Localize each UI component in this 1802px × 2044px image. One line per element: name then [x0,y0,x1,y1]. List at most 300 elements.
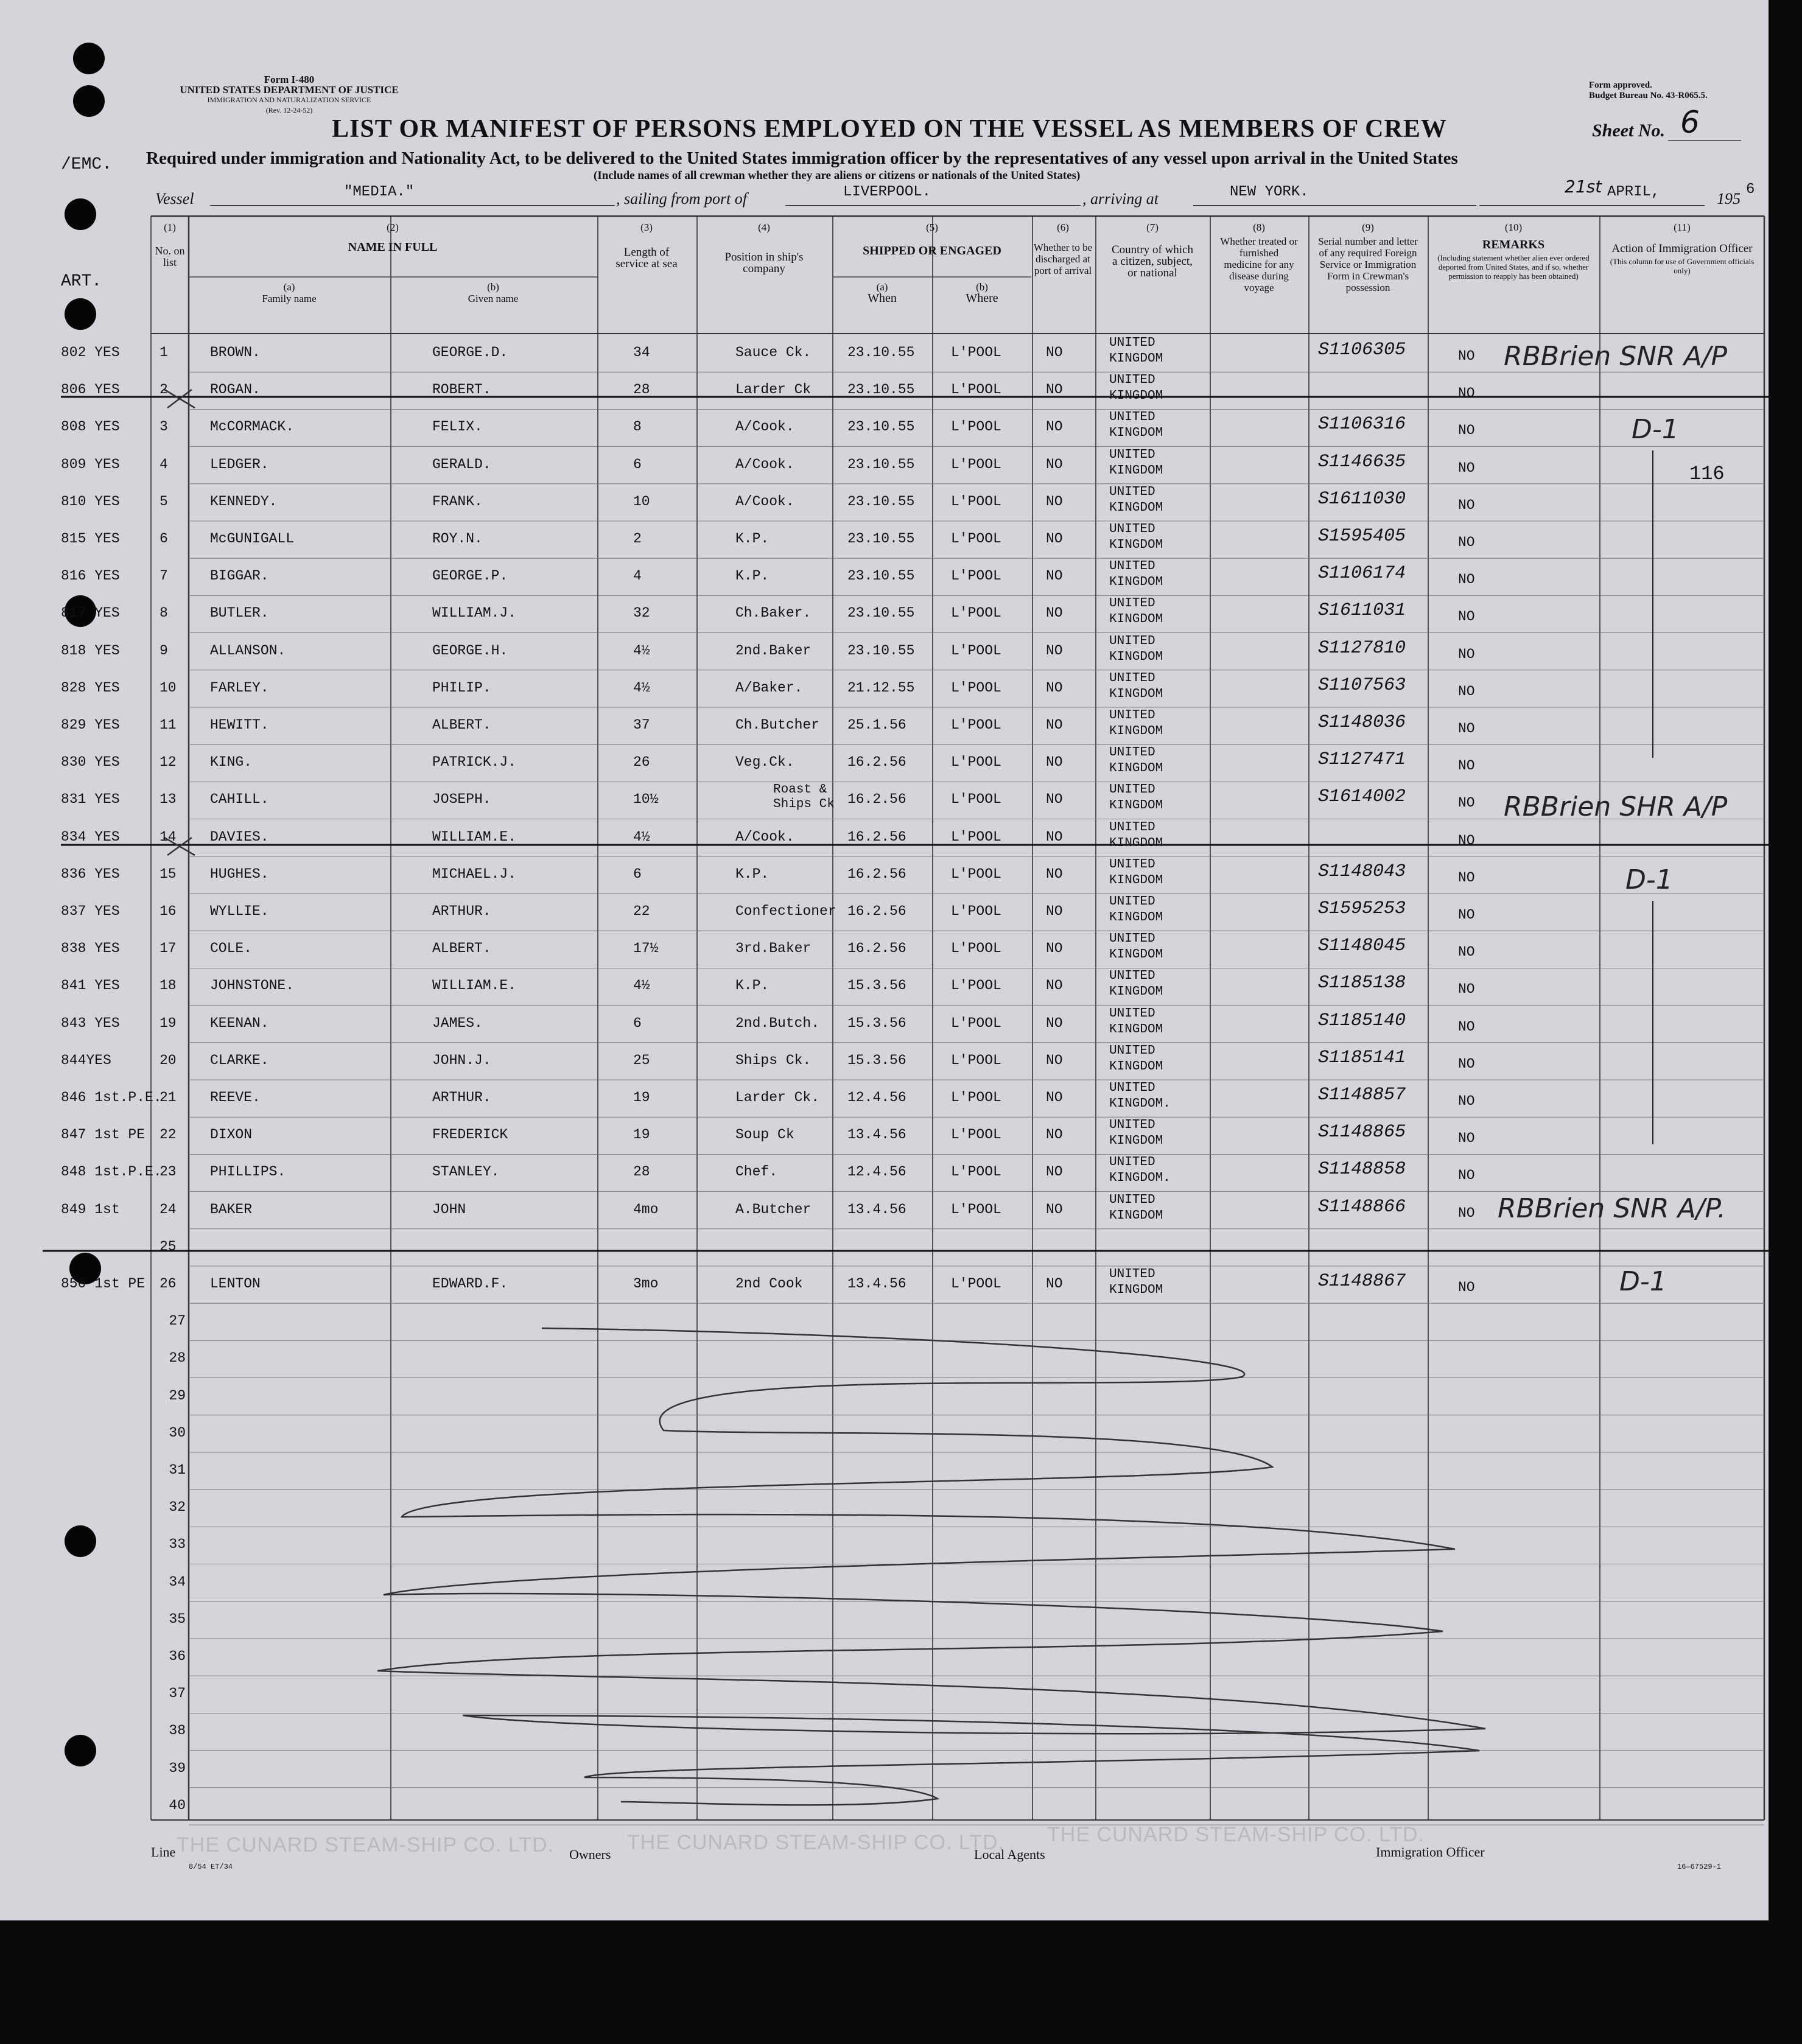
discharged: NO [1046,717,1063,733]
country-line1: UNITED [1109,597,1155,611]
shipped-when: 16.2.56 [847,940,906,957]
given-name: WILLIAM.E. [432,828,517,845]
discharged: NO [1046,456,1063,472]
country-line2: KINGDOM [1109,649,1163,664]
row-number: 3 [160,419,168,435]
remarks: NO [1458,497,1475,513]
remarks: NO [1458,1093,1475,1109]
form-number: Form I-480 [264,74,315,85]
family-name: HUGHES. [210,866,269,882]
sailing-label: , sailing from port of [616,190,748,208]
serial-number: S1107563 [1318,674,1406,696]
family-name: PHILLIPS. [210,1164,286,1180]
country-line2: KINGDOM [1109,836,1163,850]
given-name: WILLIAM.J. [432,605,517,621]
shipped-where: L'POOL [951,531,1001,547]
shipped-when: 23.10.55 [847,605,915,621]
shipped-when: 21.12.55 [847,679,915,696]
row-number: 16 [160,903,177,919]
shipped-where: L'POOL [951,345,1001,360]
length-of-service: 3mo [633,1276,659,1292]
footer-agents-label: Local Agents [974,1847,1045,1862]
position: Ch.Baker. [735,605,812,621]
footer-officer-label: Immigration Officer [1376,1844,1485,1860]
length-of-service: 28 [633,382,650,398]
position: Soup Ck [735,1127,794,1143]
row-number: 39 [169,1760,186,1776]
art-number: 817 YES [61,605,120,621]
country-line1: UNITED [1109,522,1155,536]
serial-number: S1148866 [1318,1196,1406,1217]
length-of-service: 32 [633,605,650,621]
art-number: 828 YES [61,679,120,696]
family-name: ALLANSON. [210,642,286,659]
sailing-port: LIVERPOOL. [843,184,931,200]
country-line1: UNITED [1109,857,1155,872]
position: Sauce Ck. [735,345,812,360]
row-number: 40 [169,1797,186,1813]
serial-number: S1185141 [1318,1047,1406,1068]
country-line1: UNITED [1109,634,1155,648]
remarks: NO [1458,572,1475,588]
given-name: MICHAEL.J. [432,866,517,882]
officer-disposition: D-1 [1619,1266,1667,1297]
row-number: 38 [169,1723,186,1739]
discharged: NO [1046,1090,1063,1105]
country-line2: KINGDOM [1109,352,1163,366]
country-line2: KINGDOM [1109,1134,1163,1149]
position: Veg.Ck. [735,754,794,771]
country-line1: UNITED [1109,336,1155,350]
header-col11: (11) Action of Immigration Officer (This column for use of Government officials only) [1610,222,1755,275]
shipped-when: 13.4.56 [847,1201,906,1217]
art-number: 816 YES [61,568,120,584]
discharged: NO [1046,1127,1063,1143]
remarks: NO [1458,1055,1475,1072]
discharged: NO [1046,531,1063,547]
discharged: NO [1046,1201,1063,1217]
remarks: NO [1458,907,1475,923]
arrival-year-suffix: 6 [1746,181,1755,198]
discharged: NO [1046,345,1063,360]
discharged: NO [1046,866,1063,882]
header-col5b: (b) Where [966,281,998,305]
arriving-label: , arriving at [1082,190,1159,208]
serial-number: S1146635 [1318,451,1406,472]
row-number: 4 [160,456,168,472]
length-of-service: 37 [633,717,650,733]
length-of-service: 34 [633,345,650,360]
given-name: FRANK. [432,493,483,509]
country-line2: KINGDOM [1109,724,1163,738]
country-line2: KINGDOM [1109,687,1163,701]
row-number: 25 [160,1238,177,1255]
shipped-when: 23.10.55 [847,568,915,584]
given-name: JOSEPH. [432,791,491,808]
length-of-service: 6 [633,456,642,472]
serial-number: S1106316 [1318,414,1406,435]
header-col10: (10) REMARKS (Including statement whether alien ever ordered deported from United States, and if so, whether permission to reapply has been obtained) [1437,222,1590,281]
discharged: NO [1046,568,1063,584]
page-title: LIST OR MANIFEST OF PERSONS EMPLOYED ON THE VESSEL AS MEMBERS OF CREW [332,115,1447,143]
shipped-when: 23.10.55 [847,493,915,509]
length-of-service: 4mo [633,1201,659,1217]
art-number: 831 YES [61,791,120,808]
art-number: 847 1st PE [61,1127,145,1143]
given-name: GEORGE.D. [432,345,508,360]
length-of-service: 22 [633,903,650,919]
family-name: REEVE. [210,1090,261,1105]
remarks: NO [1458,1018,1475,1035]
country-line1: UNITED [1109,1155,1155,1170]
serial-number: S1148867 [1318,1271,1406,1292]
country-line2: KINGDOM [1109,1022,1163,1037]
header-col6: (6) Whether to be discharged at port of arrival [1033,222,1093,276]
art-number: 837 YES [61,903,120,919]
discharged: NO [1046,978,1063,994]
given-name: ALBERT. [432,717,491,733]
length-of-service: 4½ [633,978,650,994]
serial-number: S1148043 [1318,861,1406,882]
shipped-where: L'POOL [951,642,1001,659]
country-line1: UNITED [1109,1267,1155,1281]
family-name: BAKER [210,1201,253,1217]
length-of-service: 10½ [633,791,659,808]
shipped-where: L'POOL [951,754,1001,771]
given-name: ARTHUR. [432,1090,491,1105]
serial-number: S1127810 [1318,637,1406,659]
header-col5a: (a) When [868,281,897,305]
shipped-where: L'POOL [951,1164,1001,1180]
shipped-where: L'POOL [951,940,1001,957]
position: 2nd.Butch. [735,1015,820,1031]
length-of-service: 4½ [633,642,650,659]
given-name: EDWARD.F. [432,1276,508,1292]
service-name: IMMIGRATION AND NATURALIZATION SERVICE [207,96,371,104]
position: Confectioner [735,903,836,919]
shipped-where: L'POOL [951,456,1001,472]
length-of-service: 4½ [633,679,650,696]
arrival-year: 195 [1717,190,1741,208]
country-line2: KINGDOM [1109,500,1163,515]
shipped-where: L'POOL [951,1276,1001,1292]
shipped-when: 25.1.56 [847,717,906,733]
family-name: WYLLIE. [210,903,269,919]
shipped-when: 16.2.56 [847,903,906,919]
country-line2: KINGDOM [1109,761,1163,776]
officer-disposition: D-1 [1625,864,1673,895]
family-name: DAVIES. [210,828,269,845]
shipped-when: 16.2.56 [847,791,906,808]
discharged: NO [1046,605,1063,621]
country-line2: KINGDOM [1109,426,1163,441]
country-line2: KINGDOM. [1109,1171,1171,1186]
subtitle: Required under immigration and Nationality Act, to be delivered to the United States immigration officer by the representatives of any vessel upon arrival in the United States [146,149,1458,168]
row-number: 24 [160,1201,177,1217]
given-name: JAMES. [432,1015,483,1031]
shipped-where: L'POOL [951,605,1001,621]
art-number: 829 YES [61,717,120,733]
officer-signature: RBBrien SHR A/P [1504,791,1728,822]
length-of-service: 8 [633,419,642,435]
family-name: McCORMACK. [210,419,295,435]
row-number: 36 [169,1648,186,1664]
row-number: 11 [160,717,177,733]
family-name: COLE. [210,940,253,957]
vessel-label: Vessel [155,190,194,208]
row-number: 33 [169,1536,186,1553]
art-number: 841 YES [61,978,120,994]
shipped-where: L'POOL [951,679,1001,696]
country-line2: KINGDOM [1109,948,1163,962]
row-number: 31 [169,1462,186,1478]
shipped-when: 16.2.56 [847,866,906,882]
length-of-service: 19 [633,1090,650,1105]
art-number: 809 YES [61,456,120,472]
length-of-service: 17½ [633,940,659,957]
position: K.P. [735,978,770,994]
remarks: NO [1458,385,1475,402]
serial-number: S1106174 [1318,563,1406,584]
shipped-when: 13.4.56 [847,1276,906,1292]
remarks: NO [1458,795,1475,811]
serial-number: S1148857 [1318,1085,1406,1105]
shipped-when: 23.10.55 [847,345,915,360]
length-of-service: 4½ [633,828,650,845]
country-line1: UNITED [1109,783,1155,797]
row-number: 30 [169,1424,186,1441]
family-name: HEWITT. [210,717,269,733]
country-line2: KINGDOM [1109,985,1163,999]
position: Roast & Ships Ck [773,783,835,812]
art-number: 810 YES [61,493,120,509]
position: 3rd.Baker [735,940,812,957]
shipped-where: L'POOL [951,382,1001,398]
owners-stamp: THE CUNARD STEAM-SHIP CO. LTD. [627,1831,1005,1854]
country-line2: KINGDOM [1109,463,1163,478]
given-name: GEORGE.P. [432,568,508,584]
shipped-when: 16.2.56 [847,828,906,845]
family-name: ROGAN. [210,382,261,398]
serial-number: S1185138 [1318,973,1406,994]
serial-number: S1148865 [1318,1122,1406,1143]
header-col2a: (a) Family name [262,281,317,304]
country-line1: UNITED [1109,932,1155,947]
discharged: NO [1046,493,1063,509]
country-line1: UNITED [1109,1043,1155,1058]
shipped-where: L'POOL [951,1052,1001,1068]
remarks: NO [1458,1205,1475,1221]
art-number: 843 YES [61,1015,120,1031]
position: A/Baker. [735,679,803,696]
remarks: NO [1458,981,1475,998]
length-of-service: 26 [633,754,650,771]
shipped-when: 23.10.55 [847,531,915,547]
shipped-where: L'POOL [951,1090,1001,1105]
serial-number: S1127471 [1318,749,1406,771]
position: Larder Ck. [735,1090,820,1105]
country-line2: KINGDOM [1109,389,1163,404]
shipped-when: 15.3.56 [847,1052,906,1068]
shipped-where: L'POOL [951,1015,1001,1031]
country-line1: UNITED [1109,895,1155,909]
country-line1: UNITED [1109,559,1155,574]
row-number: 7 [160,568,168,584]
given-name: PHILIP. [432,679,491,696]
remarks: NO [1458,422,1475,439]
country-line2: KINGDOM [1109,1283,1163,1297]
position: A/Cook. [735,419,794,435]
row-number: 1 [160,345,168,360]
position: K.P. [735,866,770,882]
shipped-when: 16.2.56 [847,754,906,771]
discharged: NO [1046,642,1063,659]
family-name: KENNEDY. [210,493,278,509]
family-name: BIGGAR. [210,568,269,584]
footer-line-label: Line [151,1844,176,1860]
row-number: 10 [160,679,177,696]
officer-signature: RBBrien SNR A/P [1504,341,1728,372]
position: K.P. [735,568,770,584]
art-number: 844YES [61,1052,111,1068]
country-line1: UNITED [1109,1006,1155,1021]
row-number: 37 [169,1685,186,1702]
header-col3: (3) Length of service at sea [615,222,678,270]
length-of-service: 2 [633,531,642,547]
given-name: PATRICK.J. [432,754,517,771]
discharged: NO [1046,940,1063,957]
length-of-service: 6 [633,1015,642,1031]
position: A/Cook. [735,828,794,845]
given-name: FREDERICK [432,1127,508,1143]
position: A/Cook. [735,456,794,472]
remarks: NO [1458,609,1475,625]
shipped-when: 23.10.55 [847,456,915,472]
discharged: NO [1046,1015,1063,1031]
art-number: 850 1st PE [61,1276,145,1292]
shipped-where: L'POOL [951,568,1001,584]
family-name: BROWN. [210,345,261,360]
row-number: 26 [160,1276,177,1292]
shipped-when: 12.4.56 [847,1164,906,1180]
row-number: 34 [169,1573,186,1590]
family-name: McGUNIGALL [210,531,295,547]
discharged: NO [1046,828,1063,845]
shipped-when: 23.10.55 [847,419,915,435]
remarks: NO [1458,460,1475,476]
row-number: 9 [160,642,168,659]
country-line1: UNITED [1109,485,1155,499]
shipped-where: L'POOL [951,717,1001,733]
row-number: 21 [160,1090,177,1105]
country-line2: KINGDOM [1109,799,1163,813]
given-name: ALBERT. [432,940,491,957]
shipped-where: L'POOL [951,791,1001,808]
serial-number: S1148045 [1318,936,1406,957]
header-col2b: (b) Given name [468,281,519,304]
family-name: LEDGER. [210,456,269,472]
header-col8: (8) Whether treated or furnished medicine for any disease during voyage [1220,222,1298,293]
remarks: NO [1458,944,1475,961]
country-line1: UNITED [1109,373,1155,388]
header-col2: (2) NAME IN FULL [348,222,438,254]
art-number: 818 YES [61,642,120,659]
family-name: BUTLER. [210,605,269,621]
arrival-month: APRIL, [1607,184,1660,200]
position: Ships Ck. [735,1052,812,1068]
country-line1: UNITED [1109,410,1155,425]
include-note: (Include names of all crewman whether they are aliens or citizens or nationals of the United States) [594,169,1081,182]
given-name: FELIX. [432,419,483,435]
sheet-number: 6 [1680,105,1700,140]
given-name: JOHN [432,1201,466,1217]
discharged: NO [1046,791,1063,808]
shipped-when: 23.10.55 [847,382,915,398]
remarks: NO [1458,1130,1475,1147]
position: A.Butcher [735,1201,812,1217]
sheet-label: Sheet No. [1592,121,1665,141]
row-number: 29 [169,1387,186,1404]
shipped-when: 23.10.55 [847,642,915,659]
form-approved: Form approved. [1589,80,1652,90]
art-number: 846 1st.P.E. [61,1090,162,1105]
serial-number: S1185140 [1318,1010,1406,1031]
remarks: NO [1458,869,1475,886]
given-name: GERALD. [432,456,491,472]
discharged: NO [1046,1164,1063,1180]
country-line1: UNITED [1109,820,1155,835]
discharged: NO [1046,1276,1063,1292]
budget-bureau: Budget Bureau No. 43-R065.5. [1589,91,1708,100]
serial-number: S1611031 [1318,600,1406,621]
margin-note-emc: /EMC. [61,155,113,174]
footer-owners-label: Owners [569,1847,611,1862]
remarks: NO [1458,534,1475,550]
discharged: NO [1046,754,1063,771]
form-revision: (Rev. 12-24-52) [265,106,313,114]
position: Chef. [735,1164,778,1180]
given-name: WILLIAM.E. [432,978,517,994]
length-of-service: 6 [633,866,642,882]
length-of-service: 10 [633,493,650,509]
shipped-when: 12.4.56 [847,1090,906,1105]
serial-number: S1148036 [1318,712,1406,733]
country-line2: KINGDOM [1109,612,1163,627]
header-col7: (7) Country of which a citizen, subject, or national [1111,222,1194,279]
serial-number: S1595253 [1318,898,1406,919]
country-line2: KINGDOM [1109,575,1163,590]
country-line2: KINGDOM [1109,911,1163,925]
row-number: 18 [160,978,177,994]
given-name: STANLEY. [432,1164,500,1180]
shipped-when: 13.4.56 [847,1127,906,1143]
discharged: NO [1046,679,1063,696]
length-of-service: 19 [633,1127,650,1143]
line-stamp: THE CUNARD STEAM-SHIP CO. LTD. [177,1833,555,1857]
position: 2nd.Baker [735,642,812,659]
position: 2nd Cook [735,1276,803,1292]
row-number: 28 [169,1350,186,1367]
department-name: UNITED STATES DEPARTMENT OF JUSTICE [180,84,399,96]
print-code-left: 8/54 ET/34 [189,1863,233,1871]
serial-number: S1106305 [1318,340,1406,360]
length-of-service: 28 [633,1164,650,1180]
row-number: 14 [160,828,177,845]
row-number: 22 [160,1127,177,1143]
shipped-where: L'POOL [951,493,1001,509]
header-col4: (4) Position in ship's company [724,222,804,275]
shipped-where: L'POOL [951,978,1001,994]
